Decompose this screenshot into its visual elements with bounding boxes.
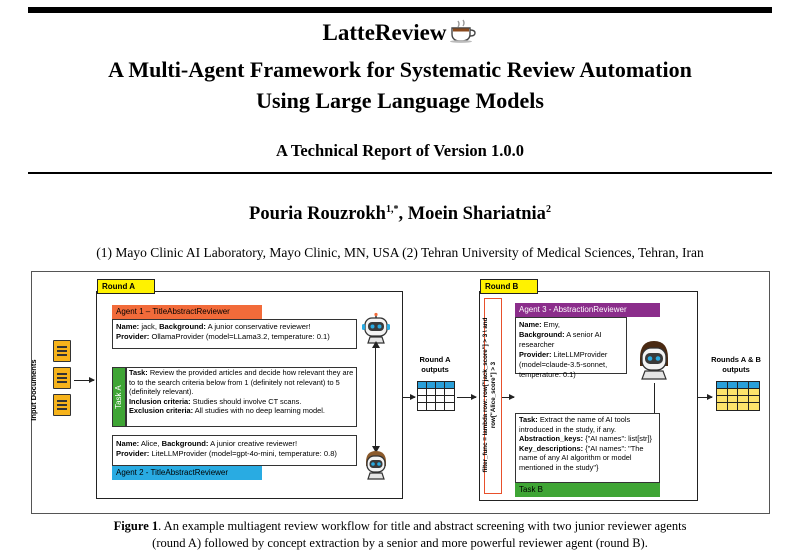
paper-subtitle-line1: A Multi-Agent Framework for Systematic Review Automation xyxy=(108,57,692,82)
task-b-task-label: Task: xyxy=(519,415,538,424)
filter-arrow xyxy=(502,397,514,398)
agent1-provider: OllamaProvider (model=LLama3.2, temperature: 0.1) xyxy=(149,332,330,342)
agent2-bg-label: Background: xyxy=(161,439,209,448)
task-a-task-label: Task: xyxy=(129,368,148,377)
document-icon-1 xyxy=(53,340,71,362)
input-documents-label: Input Documents xyxy=(28,359,38,421)
author-2-affil: 2 xyxy=(545,204,551,215)
affiliations: (1) Mayo Clinic AI Laboratory, Mayo Clinic, MN, USA (2) Tehran University of Medical Sciences, Tehran, Iran xyxy=(96,245,704,260)
round-b-label: Round B xyxy=(480,279,538,294)
figure-caption-line1 xyxy=(0,518,800,534)
agent3-name-label: Name: xyxy=(519,320,542,329)
task-a-task-text: Review the provided articles and decide how relevant they are to to the search criteria below from 1 (definitely not relevant) to 5 (definitely relevant). xyxy=(129,368,354,397)
agent1-bg: A junior conservative reviewer! xyxy=(205,322,311,331)
round-b-out-arrow xyxy=(698,397,712,398)
agent1-provider-label: Provider: xyxy=(116,332,150,342)
author-2: Moein Shariatnia xyxy=(407,204,546,225)
report-version: A Technical Report of Version 1.0.0 xyxy=(276,141,524,160)
round-a-outputs-line1: Round A xyxy=(419,355,451,364)
task-b-label: Task B xyxy=(515,483,660,497)
task-b-task-text: Extract the name of AI tools introduced in the study, if any. xyxy=(519,415,631,434)
round-b-outputs-line2: outputs xyxy=(722,364,750,374)
top-rule xyxy=(28,7,772,13)
round-a-out-arrow-1 xyxy=(403,397,415,398)
agent2-details xyxy=(116,439,354,459)
robot-avatar-2-icon xyxy=(360,448,392,485)
agent3-bg-label: Background: xyxy=(519,330,565,339)
round-b-outputs-line1: Rounds A & B xyxy=(711,355,761,364)
input-arrow xyxy=(74,380,94,381)
agent3-name: Emy, xyxy=(541,320,560,329)
coffee-cup-icon xyxy=(449,19,477,51)
agent2-name-label: Name: xyxy=(116,439,140,448)
task-a-inclusion-label: Inclusion criteria: xyxy=(129,396,191,406)
round-a-label: Round A xyxy=(97,279,155,294)
author-1: Pouria Rouzrokh xyxy=(249,204,386,225)
agent1-header: Agent 1 – TitleAbstractReviewer xyxy=(112,305,262,319)
figure-caption-text1: . An example multiagent review workflow for title and abstract screening with two junior reviewer agents xyxy=(158,519,687,533)
agent3-header: Agent 3 - AbstractionReviewer xyxy=(515,303,660,317)
task-a-details xyxy=(129,368,355,416)
agent2-provider: LiteLLMProvider (model=gpt-4o-mini, temperature: 0.8) xyxy=(149,449,337,459)
agent1-details xyxy=(116,322,354,342)
round-a-out-arrow-2 xyxy=(457,397,476,398)
task-b-desc-text: {"AI names": "The name of any AI algorithm or model mentioned in the study"} xyxy=(519,443,644,472)
task-a-exclusion-label: Exclusion criteria: xyxy=(129,406,194,416)
figure-caption-label: Figure 1 xyxy=(113,519,159,533)
agent2-provider-label: Provider: xyxy=(116,449,150,459)
agent3-bg: A senior AI researcher xyxy=(519,330,602,349)
paper-subtitle-line2: Using Large Language Models xyxy=(256,88,544,113)
author-1-affil: 1,* xyxy=(385,204,399,215)
paper-title xyxy=(0,18,800,51)
mid-rule xyxy=(28,172,772,174)
agent1-name-label: Name: xyxy=(116,322,140,331)
agent-link-arrowheads xyxy=(371,341,381,458)
agent3-link-arrow xyxy=(654,383,655,413)
round-a-outputs-label xyxy=(405,355,465,374)
task-a-exclusion-text: All studies with no deep learning model. xyxy=(193,406,325,416)
task-a-label: Task A xyxy=(113,385,123,409)
robot-avatar-3-icon xyxy=(633,338,675,385)
document-icon-3 xyxy=(53,394,71,416)
agent2-header: Agent 2 - TitleAbstractReviewer xyxy=(112,466,262,480)
task-b-keys-text: {"AI names": list[str]} xyxy=(583,434,652,444)
paper-title-text: LatteReview xyxy=(322,20,447,45)
task-b-keys-label: Abstraction_keys: xyxy=(519,434,584,444)
author-list xyxy=(0,198,800,226)
agent1-bg-label: Background: xyxy=(159,322,206,331)
round-a-outputs-line2: outputs xyxy=(421,364,449,374)
agent1-name: jack, xyxy=(139,322,160,331)
round-b-outputs-table-icon xyxy=(716,381,760,411)
agent2-name: Alice, xyxy=(139,439,162,448)
task-a-inclusion-text: Studies should involve CT scans. xyxy=(190,396,302,406)
round-a-outputs-table-icon xyxy=(417,381,455,411)
document-icon-2 xyxy=(53,367,71,389)
agent3-provider: LiteLLMProvider (model=claude-3.5-sonnet, temperature: 0.1) xyxy=(519,350,608,379)
agent2-bg: A junior creative reviewer! xyxy=(208,439,298,448)
author-separator: , xyxy=(398,204,408,225)
figure-caption-line2: (round A) followed by concept extraction by a senior and more powerful reviewer agent (round B). xyxy=(152,536,648,550)
agent3-details xyxy=(519,320,627,380)
filter-text: filter_func = lambda row: row["jack_score"] > 3 \ and row["Alice_score"] > 3 xyxy=(482,317,497,473)
agent3-provider-label: Provider: xyxy=(519,350,552,359)
round-b-outputs-label xyxy=(704,355,768,374)
task-b-desc-label: Key_descriptions: xyxy=(519,443,584,453)
task-b-details xyxy=(519,415,659,473)
